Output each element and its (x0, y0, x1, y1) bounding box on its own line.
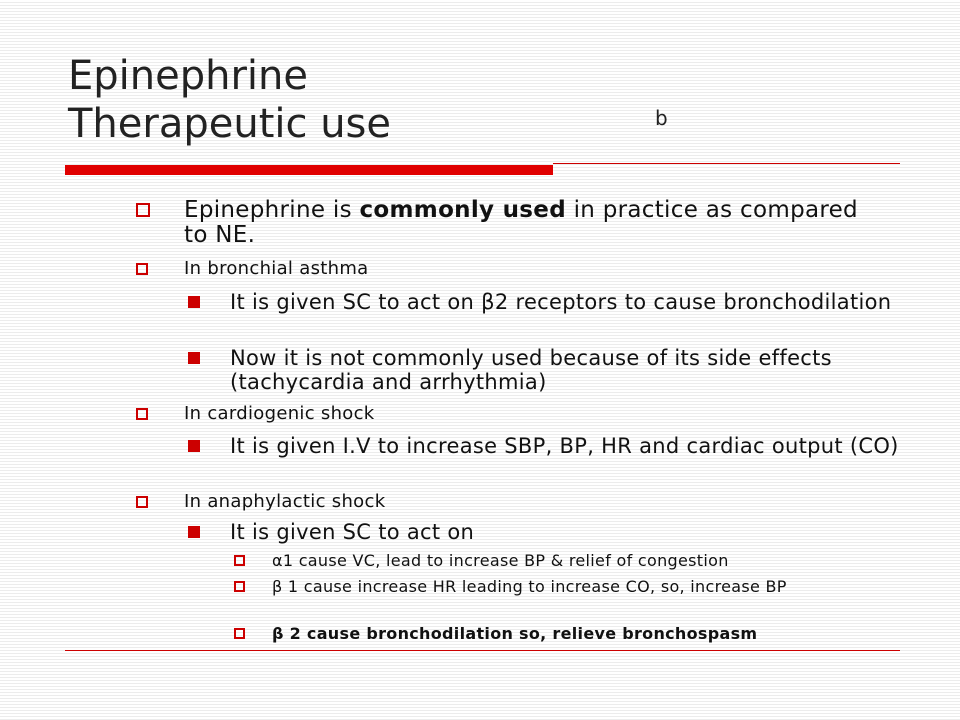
asthma-point-1-text: It is given SC to act on β2 receptors to cause bronchodilation (230, 290, 892, 314)
hollow-square-bullet-icon (136, 496, 148, 508)
title-accent-bar (65, 165, 553, 175)
beta1-text: β 1 cause increase HR leading to increase CO, so, increase BP (272, 577, 787, 596)
cardiogenic-point-1-text: It is given I.V to increase SBP, BP, HR and cardiac output (CO) (230, 434, 899, 458)
bullet-anaphylactic (184, 491, 884, 513)
hollow-square-bullet-icon (234, 628, 245, 639)
bullet-anaphylactic-point-1 (230, 520, 900, 544)
hollow-square-bullet-icon (136, 408, 148, 420)
alpha1-text: α1 cause VC, lead to increase BP & relief of congestion (272, 551, 729, 570)
bullet-asthma-point-1 (230, 290, 900, 314)
hollow-square-bullet-icon (234, 555, 245, 566)
intro-text: Epinephrine is commonly used in practice as compared to NE. (184, 197, 858, 248)
intro-bold-text: commonly used (359, 197, 566, 223)
filled-square-bullet-icon (188, 352, 200, 364)
asthma-heading: In bronchial asthma (184, 258, 369, 279)
bullet-beta1 (272, 579, 912, 595)
anaphylactic-point-1-text: It is given SC to act on (230, 520, 475, 544)
hollow-square-bullet-icon (136, 203, 150, 217)
hollow-square-bullet-icon (136, 263, 148, 275)
filled-square-bullet-icon (188, 440, 200, 452)
anaphylactic-heading: In anaphylactic shock (184, 491, 386, 512)
bullet-beta2 (272, 626, 912, 642)
asthma-point-2-text: Now it is not commonly used because of its side effects (tachycardia and arrhythmia) (230, 346, 832, 394)
slide-title (68, 52, 391, 148)
cardiogenic-heading: In cardiogenic shock (184, 403, 375, 424)
bullet-intro (184, 198, 884, 248)
hollow-square-bullet-icon (234, 581, 245, 592)
stray-character: b (655, 106, 668, 130)
bullet-asthma (184, 258, 884, 280)
bullet-asthma-point-2 (230, 346, 900, 394)
title-divider-line (553, 163, 900, 164)
title-line-2: Therapeutic use (68, 101, 392, 147)
bullet-cardiogenic-point-1 (230, 434, 900, 458)
bullet-alpha1 (272, 553, 912, 569)
title-line-1: Epinephrine (68, 53, 308, 99)
filled-square-bullet-icon (188, 526, 200, 538)
beta2-text: β 2 cause bronchodilation so, relieve bronchospasm (272, 624, 758, 643)
filled-square-bullet-icon (188, 296, 200, 308)
bullet-cardiogenic (184, 403, 884, 425)
bottom-divider-line (65, 650, 900, 651)
